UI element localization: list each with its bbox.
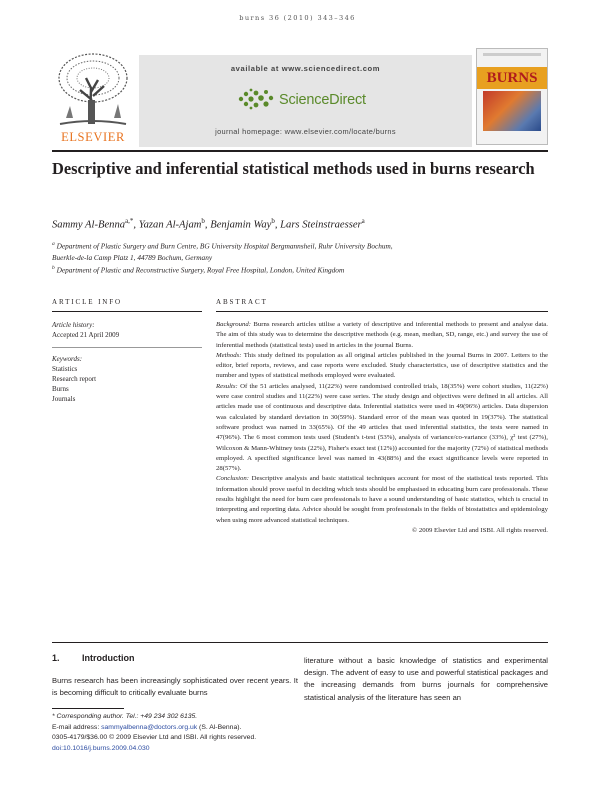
author-separator: , <box>133 219 139 231</box>
abstract-heading: ABSTRACT <box>216 298 268 306</box>
author-list <box>52 217 552 231</box>
abstract-rule <box>216 311 548 312</box>
accepted-date: Accepted 21 April 2009 <box>52 331 120 339</box>
author-affil-mark: b <box>201 217 205 225</box>
abstract-background <box>216 320 548 351</box>
elsevier-logo <box>52 48 134 143</box>
sciencedirect-logo[interactable] <box>236 88 366 114</box>
affiliation-mark: a <box>52 241 55 247</box>
article-info-heading: ARTICLE INFO <box>52 298 123 306</box>
email-suffix: (S. Al-Benna). <box>197 723 242 731</box>
cover-title: BURNS <box>477 67 547 89</box>
article-title: Descriptive and inferential statistical methods used in burns research <box>52 159 535 178</box>
affiliation-line: Buerkle-de-la Camp Platz 1, 44789 Bochum, Germany <box>52 253 213 263</box>
abstract-section-label: Methods: <box>216 351 242 359</box>
doi-link[interactable]: doi:10.1016/j.burns.2009.04.030 <box>52 744 150 752</box>
author-separator: , <box>204 219 211 231</box>
journal-cover <box>476 48 548 145</box>
author-name: Sammy Al-Benna <box>52 219 126 231</box>
keywords-block <box>52 354 202 404</box>
section-number: 1. <box>52 653 60 663</box>
abstract-section-label: Background: <box>216 321 251 328</box>
introduction-heading <box>52 653 135 663</box>
author-affil-mark: a <box>361 217 365 225</box>
running-head: burns 36 (2010) 343–346 <box>239 14 356 22</box>
abstract-results <box>216 382 548 475</box>
author-affil-mark: a,* <box>125 217 134 225</box>
keyword: Research report <box>52 374 97 383</box>
journal-homepage-link[interactable]: journal homepage: www.elsevier.com/locate/burns <box>215 127 396 136</box>
keyword: Journals <box>52 394 76 403</box>
abstract-section-label: Results: <box>216 382 238 390</box>
cover-artwork <box>483 91 541 131</box>
email-line <box>52 723 302 734</box>
corresponding-author: * Corresponding author. Tel.: +49 234 302 6135. <box>52 713 198 720</box>
email-link[interactable]: sammyalbenna@doctors.org.uk <box>101 723 198 731</box>
author-affil-mark: b <box>271 217 275 225</box>
footnote-rule <box>52 708 124 709</box>
affiliation-line: Department of Plastic Surgery and Burn Centre, BG University Hospital Bergmannsheil, Ruhr University Bochum, <box>56 241 393 251</box>
body-rule <box>52 642 548 643</box>
cover-header-strip <box>483 53 541 56</box>
author-name: Benjamin Way <box>210 219 272 231</box>
abstract-section-text: This study defined its population as all original articles published in the journal Burns in 2007. Letters to the editor, brief reports, reviews, and case reports were excluded. Study characteristics, use of descriptive statistics and the number and types of statistical methods employed were evaluated. <box>216 351 548 380</box>
elsevier-wordmark: ELSEVIER <box>61 130 125 144</box>
header-rule <box>52 150 548 152</box>
keywords-label: Keywords: <box>52 354 83 363</box>
sciencedirect-banner <box>139 55 472 147</box>
abstract-section-text: Descriptive analysis and basic statistical techniques account for most of the statistical tests reported. This information should prove useful in deciding which tests should be emphasised in educating burn care professionals. These results highlight the need for burn care professionals to have a sound understanding of basic statistics, which is crucial in interpreting and reporting data. Advice should be sought from professionals in the fields of biostatistics and epidemiology when using more advanced statistical techniques. <box>216 475 548 524</box>
available-at-link[interactable]: available at www.sciencedirect.com <box>230 64 381 73</box>
author-name: Lars Steinstraesser <box>280 219 362 231</box>
footnote-block <box>52 712 302 754</box>
issn-line: 0305-4179/$36.00 © 2009 Elsevier Ltd and ISBI. All rights reserved. <box>52 734 257 742</box>
keyword: Burns <box>52 384 69 393</box>
keyword: Statistics <box>52 364 78 373</box>
section-title: Introduction <box>82 653 135 663</box>
article-info-panel <box>52 298 202 404</box>
article-history <box>52 320 202 340</box>
abstract-methods <box>216 351 548 382</box>
article-info-rule <box>52 311 202 312</box>
affiliation-b <box>52 262 552 276</box>
author-separator: , <box>274 219 281 231</box>
abstract-body <box>216 320 548 536</box>
abstract-section-text: Of the 51 articles analysed, 11(22%) were randomised controlled trials, 18(35%) were cohort studies, 11(22%) were case control studies and 11(22%) were case series. The study design and objectives were defined in all articles. All articles made use of continuous and descriptive data. Inferential statistics were used in 49(96%) articles. Data dispersion was calculated by standard deviation in 30(59%). Standard error of the mean was quoted in 19(37%). The statistical software product was named in 33(65%). Of the 49 articles that used inferential statistics, the tests were named in 47(96%). The 6 most common tests used (Student's t-test (53%), analysis of variance/co-variance (33%), χ² test (27%), Wilcoxon & Mann-Whitney tests (22%), Fisher's exact test (12%)) accounted for the majority (72%) of statistical methods employed. A specified significance level was named in 43(88%) and the exact significance levels were reported in 28(57%). <box>216 382 549 473</box>
affiliation-a <box>52 238 552 264</box>
abstract-section-label: Conclusion: <box>216 475 249 483</box>
abstract-copyright: © 2009 Elsevier Ltd and ISBI. All rights reserved. <box>412 526 548 534</box>
email-label: E-mail address: <box>52 723 102 731</box>
history-label: Article history: <box>52 321 95 329</box>
abstract-panel <box>216 298 548 536</box>
intro-right-column: literature without a basic knowledge of statistics and experimental design. The advent of easy to use and powerful statistical packages and the increasing demands from burns journals for comprehensive statistical analysis of the literature has seen an <box>304 656 548 702</box>
sciencedirect-dots-icon <box>236 88 276 110</box>
affiliation-line: Department of Plastic and Reconstructive Surgery, Royal Free Hospital, London, United Kingdom <box>56 265 345 275</box>
sciencedirect-brand: ScienceDirect <box>279 92 366 108</box>
affiliation-mark: b <box>52 265 55 271</box>
abstract-conclusion <box>216 474 548 525</box>
abstract-section-text: Burns research articles utilise a variety of descriptive and inferential methods to present and analyse data. The aim of this study was to determine the descriptive methods (e.g. mean, median, SD, range, etc.) and survey the use of inferential methods (statistical tests) used in articles in the journal Burns. <box>216 321 548 349</box>
info-divider <box>52 347 202 348</box>
intro-left-column: Burns research has been increasingly sophisticated over recent years. It is becoming difficult to critically evaluate burns <box>52 676 298 698</box>
elsevier-tree-icon <box>52 48 134 128</box>
author-name: Yazan Al-Ajam <box>138 219 202 231</box>
